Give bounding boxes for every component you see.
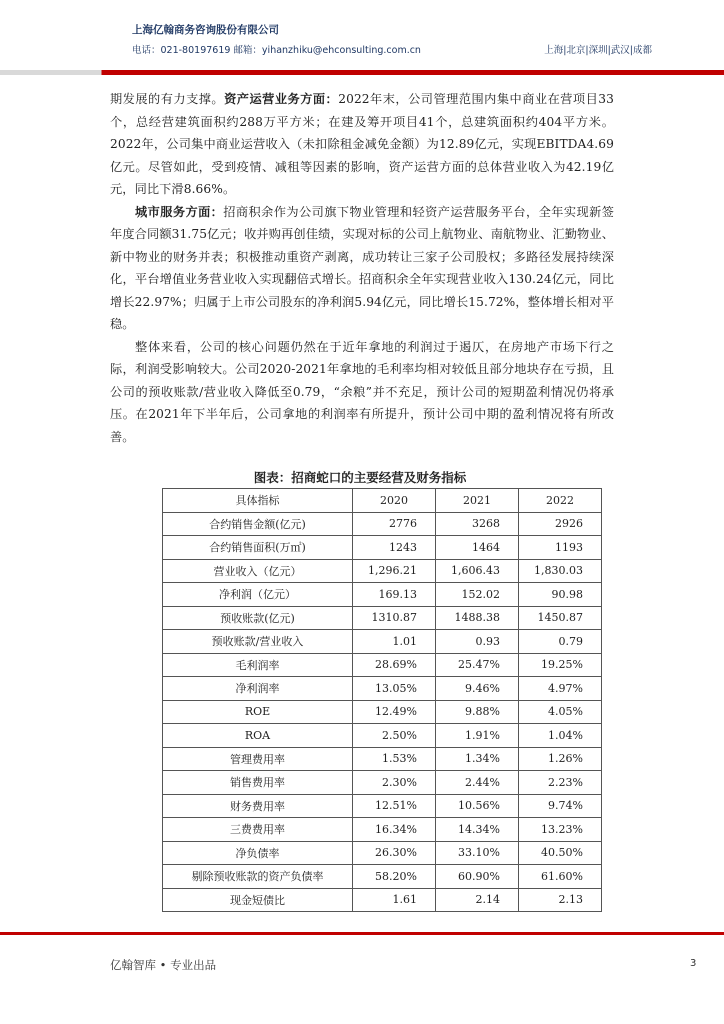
indicator-value-cell: 13.05% bbox=[353, 677, 436, 701]
indicator-value-cell: 1.01 bbox=[353, 630, 436, 654]
footer-brand: 亿翰智库 • 专业出品 bbox=[110, 958, 217, 972]
header-divider bbox=[0, 70, 724, 75]
indicator-value-cell: 1,296.21 bbox=[353, 559, 436, 583]
indicator-value-cell: 2926 bbox=[519, 512, 602, 536]
indicator-value-cell: 1243 bbox=[353, 536, 436, 560]
indicator-value-cell: 1,830.03 bbox=[519, 559, 602, 583]
paragraph-asset-operation bbox=[110, 88, 614, 201]
indicator-value-cell: 2.14 bbox=[436, 888, 519, 912]
indicator-name-cell: 净利润率 bbox=[163, 677, 353, 701]
indicator-name-cell: 预收账款/营业收入 bbox=[163, 630, 353, 654]
indicator-value-cell: 2.44% bbox=[436, 771, 519, 795]
table-row bbox=[163, 747, 602, 771]
indicator-value-cell: 3268 bbox=[436, 512, 519, 536]
table-row bbox=[163, 677, 602, 701]
indicator-value-cell: 1.04% bbox=[519, 724, 602, 748]
indicator-value-cell: 2.50% bbox=[353, 724, 436, 748]
indicator-name-cell: 营业收入（亿元） bbox=[163, 559, 353, 583]
indicator-value-cell: 1.61 bbox=[353, 888, 436, 912]
indicator-value-cell: 152.02 bbox=[436, 583, 519, 607]
financial-indicators-table bbox=[162, 488, 602, 912]
indicator-value-cell: 1.91% bbox=[436, 724, 519, 748]
indicator-value-cell: 1.34% bbox=[436, 747, 519, 771]
indicator-value-cell: 1.53% bbox=[353, 747, 436, 771]
indicator-value-cell: 1464 bbox=[436, 536, 519, 560]
table-row bbox=[163, 888, 602, 912]
table-row bbox=[163, 724, 602, 748]
city-service-text: 招商积余作为公司旗下物业管理和轻资产运营服务平台，全年实现新签年度合同额31.75亿元；收并购再创佳绩，实现对标的公司上航物业、南航物业、汇勤物业、新中物业的财务并表；积极推动重资产剥离，成功转让三家子公司股权；多路径发展持续深化，平台增值业务营业收入实现翻倍式增长。招商积余全年实现营业收入130.24亿元，同比增长22.97%；归属于上市公司股东的净利润5.94亿元，同比增长15.72%，整体增长相对平稳。 bbox=[110, 204, 614, 331]
indicator-value-cell: 2.23% bbox=[519, 771, 602, 795]
indicator-name-cell: 剔除预收账款的资产负债率 bbox=[163, 865, 353, 889]
paragraph-city-service bbox=[110, 201, 614, 336]
city-service-heading: 城市服务方面： bbox=[135, 204, 224, 219]
table-row bbox=[163, 512, 602, 536]
table-row bbox=[163, 700, 602, 724]
table-row bbox=[163, 583, 602, 607]
indicator-value-cell: 1193 bbox=[519, 536, 602, 560]
table-row bbox=[163, 865, 602, 889]
indicator-name-cell: 毛利润率 bbox=[163, 653, 353, 677]
indicator-value-cell: 60.90% bbox=[436, 865, 519, 889]
table-row bbox=[163, 841, 602, 865]
table-row bbox=[163, 794, 602, 818]
contact-line bbox=[132, 42, 652, 56]
indicator-name-cell: 销售费用率 bbox=[163, 771, 353, 795]
indicator-value-cell: 16.34% bbox=[353, 818, 436, 842]
indicator-value-cell: 12.49% bbox=[353, 700, 436, 724]
indicator-name-cell: 现金短债比 bbox=[163, 888, 353, 912]
indicator-name-cell: 管理费用率 bbox=[163, 747, 353, 771]
indicator-value-cell: 2.13 bbox=[519, 888, 602, 912]
body-text bbox=[110, 88, 614, 448]
table-header-cell: 2020 bbox=[353, 489, 436, 513]
indicator-value-cell: 0.93 bbox=[436, 630, 519, 654]
indicator-value-cell: 9.74% bbox=[519, 794, 602, 818]
indicator-value-cell: 4.97% bbox=[519, 677, 602, 701]
indicator-value-cell: 1,606.43 bbox=[436, 559, 519, 583]
indicator-value-cell: 40.50% bbox=[519, 841, 602, 865]
indicator-value-cell: 26.30% bbox=[353, 841, 436, 865]
asset-operation-text: 2022年末，公司管理范围内集中商业在营项目33个，总经营建筑面积约288万平方米；在建及筹开项目41个，总建筑面积约404平方米。2022年，公司集中商业运营收入（未扣除租金减免金额）为12.89亿元，实现EBITDA4.69亿元。尽管如此，受到疫情、减租等因素的影响，资产运营方面的总体营业收入为42.19亿元，同比下滑8.66%。 bbox=[110, 92, 614, 196]
indicator-value-cell: 33.10% bbox=[436, 841, 519, 865]
indicator-value-cell: 12.51% bbox=[353, 794, 436, 818]
table-header-cell: 2021 bbox=[436, 489, 519, 513]
table-title: 图表：招商蛇口的主要经营及财务指标 bbox=[253, 470, 467, 485]
indicator-name-cell: 财务费用率 bbox=[163, 794, 353, 818]
indicator-name-cell: ROE bbox=[163, 700, 353, 724]
indicator-name-cell: 合约销售金额(亿元) bbox=[163, 512, 353, 536]
footer-divider bbox=[0, 932, 724, 935]
indicator-name-cell: 净利润（亿元） bbox=[163, 583, 353, 607]
table-row bbox=[163, 606, 602, 630]
page-header bbox=[132, 22, 652, 56]
indicator-value-cell: 25.47% bbox=[436, 653, 519, 677]
contact-info: 电话：021-80197619 邮箱：yihanzhiku@ehconsulting.com.cn bbox=[132, 45, 421, 56]
indicator-value-cell: 19.25% bbox=[519, 653, 602, 677]
indicator-value-cell: 1488.38 bbox=[436, 606, 519, 630]
indicator-value-cell: 1450.87 bbox=[519, 606, 602, 630]
indicator-value-cell: 14.34% bbox=[436, 818, 519, 842]
indicator-name-cell: 净负债率 bbox=[163, 841, 353, 865]
indicator-value-cell: 9.46% bbox=[436, 677, 519, 701]
table-row bbox=[163, 559, 602, 583]
page-number: 3 bbox=[690, 958, 697, 969]
indicator-value-cell: 1310.87 bbox=[353, 606, 436, 630]
indicator-value-cell: 2776 bbox=[353, 512, 436, 536]
indicator-value-cell: 10.56% bbox=[436, 794, 519, 818]
table-header-cell: 具体指标 bbox=[163, 489, 353, 513]
indicator-value-cell: 61.60% bbox=[519, 865, 602, 889]
office-cities: 上海|北京|深圳|武汉|成都 bbox=[544, 45, 652, 56]
table-header-cell: 2022 bbox=[519, 489, 602, 513]
indicator-value-cell: 28.69% bbox=[353, 653, 436, 677]
table-row bbox=[163, 653, 602, 677]
company-name: 上海亿翰商务咨询股份有限公司 bbox=[132, 24, 279, 36]
indicator-name-cell: 预收账款(亿元) bbox=[163, 606, 353, 630]
indicator-value-cell: 1.26% bbox=[519, 747, 602, 771]
table-row bbox=[163, 818, 602, 842]
indicator-value-cell: 4.05% bbox=[519, 700, 602, 724]
indicator-value-cell: 58.20% bbox=[353, 865, 436, 889]
indicator-value-cell: 9.88% bbox=[436, 700, 519, 724]
indicator-value-cell: 169.13 bbox=[353, 583, 436, 607]
indicator-name-cell: ROA bbox=[163, 724, 353, 748]
indicator-value-cell: 13.23% bbox=[519, 818, 602, 842]
indicator-value-cell: 0.79 bbox=[519, 630, 602, 654]
table-row bbox=[163, 771, 602, 795]
indicator-name-cell: 合约销售面积(万㎡) bbox=[163, 536, 353, 560]
indicator-value-cell: 2.30% bbox=[353, 771, 436, 795]
asset-operation-heading: 资产运营业务方面： bbox=[224, 92, 339, 106]
table-header-row bbox=[163, 489, 602, 513]
table-row bbox=[163, 536, 602, 560]
indicator-name-cell: 三费费用率 bbox=[163, 818, 353, 842]
indicator-value-cell: 90.98 bbox=[519, 583, 602, 607]
paragraph-summary: 整体来看，公司的核心问题仍然在于近年拿地的利润过于遏仄，在房地产市场下行之际，利润受影响较大。公司2020-2021年拿地的毛利率均相对较低且部分地块存在亏损，且公司的预收账款/营业收入降低至0.79，“余粮”并不充足，预计公司的短期盈利情况仍将承压。在2021年下半年后，公司拿地的利润率有所提升，预计公司中期的盈利情况将有所改善。 bbox=[110, 339, 614, 444]
paragraph-lead: 期发展的有力支撑。 bbox=[110, 92, 225, 106]
table-row bbox=[163, 630, 602, 654]
